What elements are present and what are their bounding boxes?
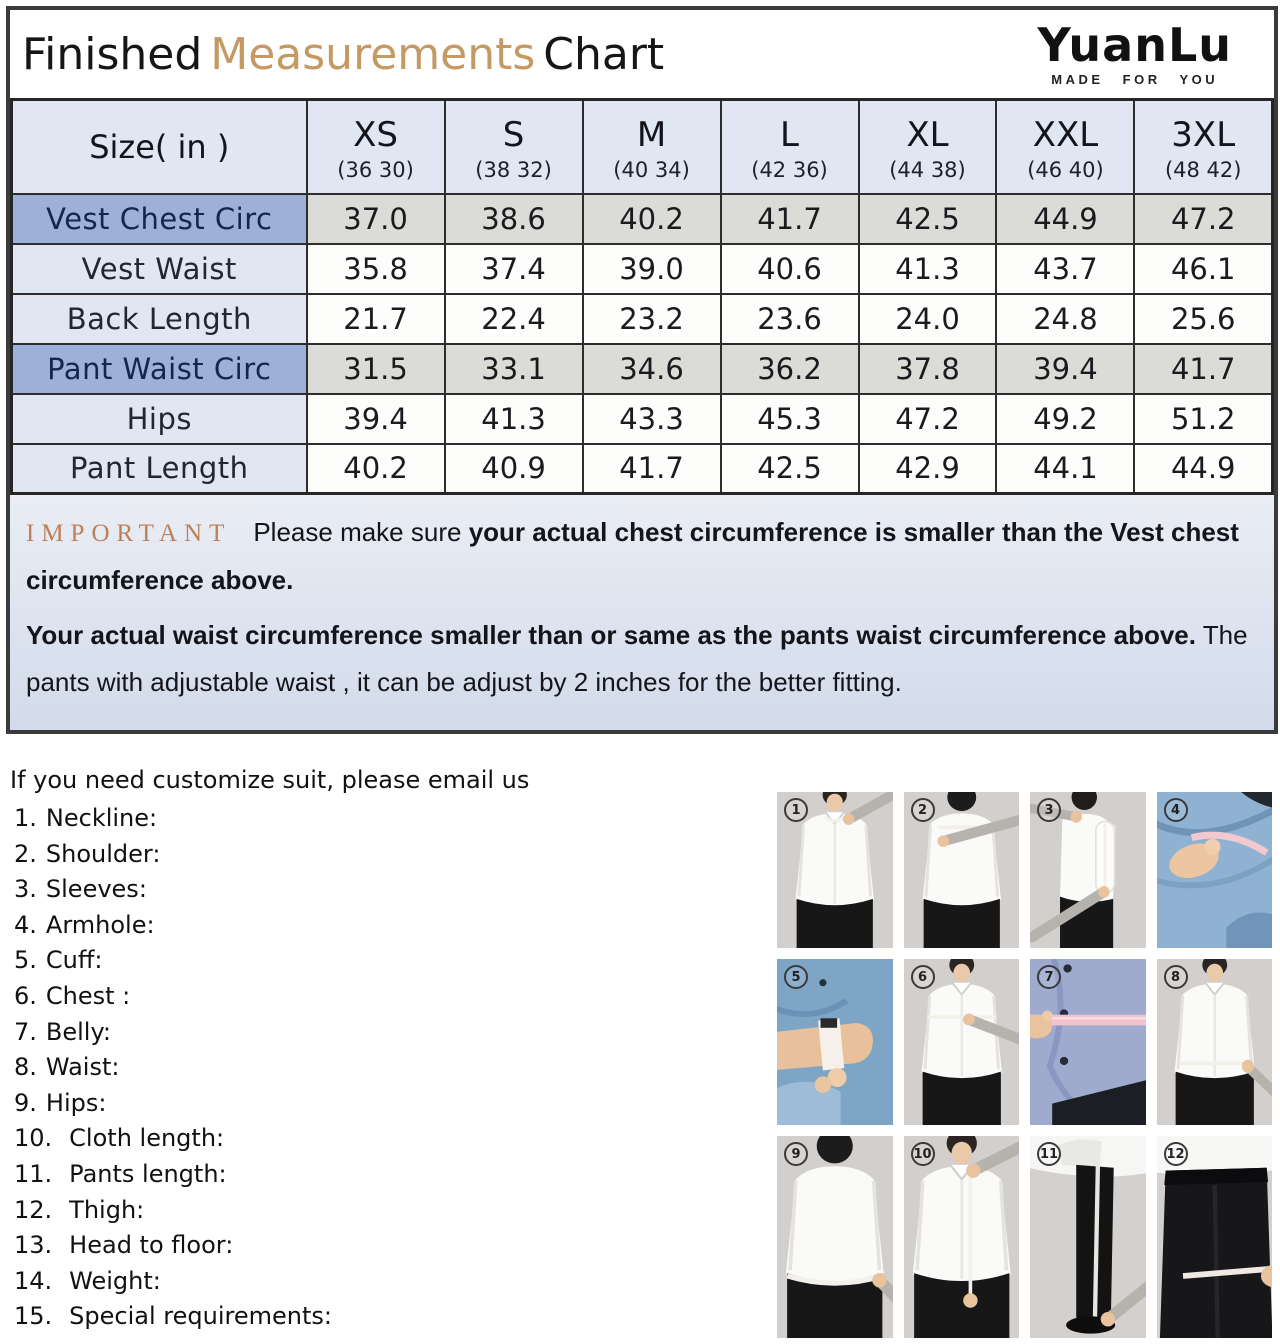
- measurement-value: 41.7: [583, 444, 721, 494]
- measurement-value: 25.6: [1134, 294, 1272, 344]
- table-row-pant-waist-circ: [12, 344, 1273, 394]
- measure-photo-thigh: [1157, 1136, 1273, 1338]
- size-sub: (46 40): [1027, 157, 1104, 182]
- table-row-vest-waist: [12, 244, 1273, 294]
- item-label: Thigh:: [69, 1195, 145, 1224]
- photo-number-badge: 4: [1164, 798, 1188, 822]
- customize-item-1: [14, 806, 332, 831]
- customize-heading: If you need customize suit, please email us: [10, 766, 530, 794]
- size-unit-cell: Size( in ): [12, 100, 307, 194]
- size-table-head: [12, 100, 1273, 194]
- measurement-value: 41.3: [859, 244, 997, 294]
- customize-item-6: [14, 981, 332, 1010]
- brand-name: YuanLu: [1037, 17, 1232, 72]
- customize-item-15: [14, 1304, 332, 1329]
- measurement-value: 31.5: [307, 344, 445, 394]
- table-row-vest-chest-circ: [12, 194, 1273, 244]
- measure-photo-sleeves: [1030, 792, 1146, 948]
- size-name: L: [780, 114, 799, 155]
- measurement-value: 49.2: [996, 394, 1134, 444]
- measurement-value: 37.4: [445, 244, 583, 294]
- measurement-value: 41.7: [1134, 344, 1272, 394]
- note-paragraph-1: [26, 509, 1258, 604]
- size-name: XL: [906, 114, 949, 155]
- measure-illustration-thigh: [1157, 1136, 1273, 1338]
- size-sub: (38 32): [475, 157, 552, 182]
- item-number: 7.: [14, 1017, 37, 1046]
- item-label: Hips:: [45, 1088, 107, 1117]
- measurement-value: 40.6: [721, 244, 859, 294]
- item-number: 5.: [14, 946, 37, 975]
- customize-item-4: [14, 910, 332, 939]
- size-sub: (40 34): [613, 157, 690, 182]
- size-name: XXL: [1032, 114, 1099, 155]
- measurement-value: 41.7: [721, 194, 859, 244]
- measurement-value: 24.0: [859, 294, 997, 344]
- item-number: 15.: [14, 1302, 53, 1331]
- title-word-measurements: Measurements: [210, 28, 536, 80]
- item-number: 10.: [14, 1124, 53, 1153]
- size-name: 3XL: [1171, 114, 1236, 155]
- size-sub: (42 36): [751, 157, 828, 182]
- measurement-value: 47.2: [1134, 194, 1272, 244]
- photo-number-badge: 7: [1037, 965, 1061, 989]
- measurement-photo-grid: [777, 792, 1272, 1338]
- measure-illustration-cloth-length: [904, 1136, 1020, 1338]
- item-number: 12.: [14, 1195, 53, 1224]
- size-table-body: [12, 194, 1273, 494]
- measurement-value: 24.8: [996, 294, 1134, 344]
- item-label: Armhole:: [45, 910, 155, 939]
- measurement-value: 46.1: [1134, 244, 1272, 294]
- item-label: Chest :: [45, 981, 131, 1010]
- measurement-value: 41.3: [445, 394, 583, 444]
- measure-photo-armhole: [1157, 792, 1273, 948]
- note-p2-bold: Your actual waist circumference smaller than or same as the pants waist circumference above.: [26, 619, 1196, 650]
- customize-item-14: [14, 1266, 332, 1295]
- item-label: Head to floor:: [69, 1231, 234, 1260]
- item-number: 14.: [14, 1266, 53, 1295]
- brand-tagline: MADE FOR YOU: [1051, 72, 1219, 88]
- measurement-value: 40.2: [307, 444, 445, 494]
- item-label: Cuff:: [45, 946, 103, 975]
- item-label: Special requirements:: [69, 1302, 332, 1331]
- measurement-value: 42.5: [721, 444, 859, 494]
- customize-item-9: [14, 1088, 332, 1117]
- measure-photo-shoulder: [904, 792, 1020, 948]
- measure-photo-cuff: [777, 959, 893, 1125]
- note-p1-normal: Please make sure: [253, 517, 462, 547]
- measure-photo-waist: [1157, 959, 1273, 1125]
- measurement-value: 42.5: [859, 194, 997, 244]
- size-chart-panel: [6, 6, 1278, 734]
- title-word-finished: Finished: [22, 28, 203, 80]
- customize-list: [14, 806, 332, 1340]
- measurement-value: 40.9: [445, 444, 583, 494]
- measurement-value: 34.6: [583, 344, 721, 394]
- photo-number-badge: 2: [911, 798, 935, 822]
- measurement-value: 33.1: [445, 344, 583, 394]
- customize-item-10: [14, 1126, 332, 1151]
- customize-item-13: [14, 1233, 332, 1258]
- size-sub: (36 30): [337, 157, 414, 182]
- photo-number-badge: 5: [784, 965, 808, 989]
- customize-item-8: [14, 1055, 332, 1080]
- photo-number-badge: 11: [1037, 1142, 1061, 1166]
- title-bar: [10, 10, 1274, 98]
- item-number: 6.: [14, 981, 37, 1010]
- item-label: Weight:: [69, 1266, 161, 1295]
- item-label: Neckline:: [45, 804, 158, 832]
- customize-item-7: [14, 1017, 332, 1046]
- measurement-value: 43.3: [583, 394, 721, 444]
- size-col-xl: [859, 100, 997, 194]
- item-number: 8.: [14, 1053, 37, 1082]
- item-label: Shoulder:: [45, 839, 161, 868]
- measurement-value: 43.7: [996, 244, 1134, 294]
- photo-number-badge: 3: [1037, 798, 1061, 822]
- note-paragraph-2: [26, 612, 1258, 707]
- measurement-value: 37.0: [307, 194, 445, 244]
- measure-photo-hips: [777, 1136, 893, 1338]
- size-col-s: [445, 100, 583, 194]
- item-number: 3.: [14, 875, 37, 904]
- measurement-value: 23.2: [583, 294, 721, 344]
- item-label: Waist:: [45, 1053, 120, 1082]
- measure-illustration-pants-length: [1030, 1136, 1146, 1338]
- size-name: XS: [353, 114, 398, 155]
- row-label: Vest Chest Circ: [12, 194, 307, 244]
- row-label: Vest Waist: [12, 244, 307, 294]
- measurement-value: 38.6: [445, 194, 583, 244]
- note-p1-bold: your actual chest circumference is smaller than the Vest chest circumference above.: [26, 517, 1239, 595]
- customize-item-11: [14, 1159, 332, 1188]
- size-sub: (48 42): [1164, 157, 1242, 182]
- measurement-value: 23.6: [721, 294, 859, 344]
- measurement-value: 39.4: [307, 394, 445, 444]
- item-number: 9.: [14, 1088, 37, 1117]
- measurement-value: 39.0: [583, 244, 721, 294]
- table-row-pant-length: [12, 444, 1273, 494]
- size-header-row: [12, 100, 1273, 194]
- measure-photo-neckline: [777, 792, 893, 948]
- item-label: Belly:: [45, 1017, 112, 1046]
- measure-photo-cloth-length: [904, 1136, 1020, 1338]
- measurement-value: 44.1: [996, 444, 1134, 494]
- customize-item-3: [14, 877, 332, 902]
- measure-photo-chest: [904, 959, 1020, 1125]
- measure-illustration-hips: [777, 1136, 893, 1338]
- measurement-value: 36.2: [721, 344, 859, 394]
- size-col-3xl: [1134, 100, 1272, 194]
- item-number: 2.: [14, 839, 37, 868]
- item-number: 11.: [14, 1159, 53, 1188]
- measurement-value: 22.4: [445, 294, 583, 344]
- measurement-value: 39.4: [996, 344, 1134, 394]
- important-note: [10, 495, 1274, 730]
- photo-number-badge: 9: [784, 1142, 808, 1166]
- measurement-value: 51.2: [1134, 394, 1272, 444]
- measure-photo-pants-length: [1030, 1136, 1146, 1338]
- customize-item-5: [14, 948, 332, 973]
- row-label: Hips: [12, 394, 307, 444]
- row-label: Pant Waist Circ: [12, 344, 307, 394]
- measure-photo-belly: [1030, 959, 1146, 1125]
- size-col-xs: [307, 100, 445, 194]
- brand-logo: [1037, 17, 1232, 88]
- size-name: M: [636, 114, 667, 155]
- measurement-value: 21.7: [307, 294, 445, 344]
- measurement-value: 35.8: [307, 244, 445, 294]
- measurement-value: 40.2: [583, 194, 721, 244]
- title-word-chart: Chart: [543, 28, 665, 80]
- item-label: Pants length:: [69, 1159, 227, 1188]
- note-p2-normal: The pants with adjustable waist , it can be adjust by 2 inches for the better fitting.: [26, 619, 1248, 698]
- item-number: 1.: [14, 804, 37, 832]
- measurement-value: 45.3: [721, 394, 859, 444]
- customize-item-2: [14, 839, 332, 868]
- measurement-value: 44.9: [1134, 444, 1272, 494]
- photo-number-badge: 8: [1164, 965, 1188, 989]
- measurement-value: 47.2: [859, 394, 997, 444]
- item-label: Sleeves:: [45, 875, 147, 904]
- measurement-value: 42.9: [859, 444, 997, 494]
- measurement-value: 37.8: [859, 344, 997, 394]
- photo-number-badge: 6: [911, 965, 935, 989]
- page-title: [22, 29, 664, 80]
- row-label: Back Length: [12, 294, 307, 344]
- size-sub: (44 38): [889, 157, 966, 182]
- measurement-value: 44.9: [996, 194, 1134, 244]
- table-row-back-length: [12, 294, 1273, 344]
- item-number: 4.: [14, 910, 37, 939]
- size-col-xxl: [996, 100, 1134, 194]
- item-number: 13.: [14, 1231, 53, 1260]
- important-label: IMPORTANT: [26, 520, 232, 547]
- photo-number-badge: 1: [784, 798, 808, 822]
- row-label: Pant Length: [12, 444, 307, 494]
- size-name: S: [502, 114, 525, 155]
- table-row-hips: [12, 394, 1273, 444]
- photo-number-badge: 10: [911, 1142, 935, 1166]
- customize-item-12: [14, 1195, 332, 1224]
- size-col-l: [721, 100, 859, 194]
- size-col-m: [583, 100, 721, 194]
- item-label: Cloth length:: [69, 1124, 225, 1153]
- size-table: [10, 98, 1274, 495]
- photo-number-badge: 12: [1164, 1142, 1188, 1166]
